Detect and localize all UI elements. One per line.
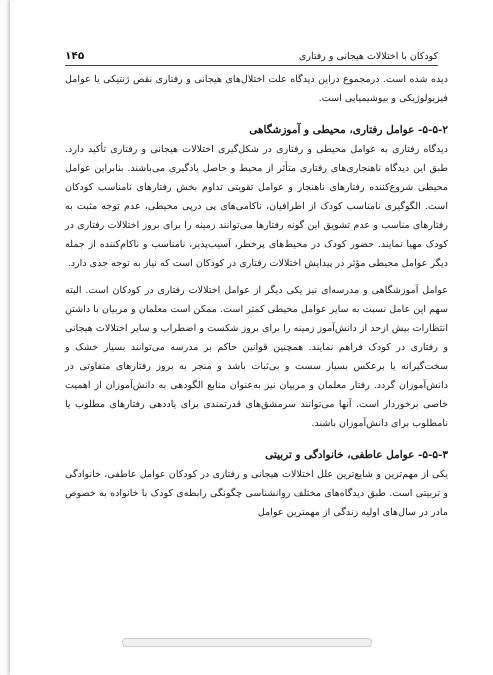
page-header [65,50,438,66]
intro-paragraph: دیده شده است. درمجموع دراین دیدگاه علت اختلال‌های هیجانی و رفتاری نقص ژنتیکی یا عوامل فیزیولوژیکی و بیوشیمیایی است. [65,74,448,104]
running-title: کودکان با اختلالات هیجانی و رفتاری [298,51,438,62]
page-number: ۱۴۵ [65,50,85,62]
behavioral-paragraph-2: عوامل آموزشگاهی و مدرسه‌ای نیز یکی دیگر از عوامل اختلالات رفتاری در کودکان است. البته سهم این عامل نسبت به سایر عوامل محیطی کمتر است. ممکن است معلمان و مربیان با داشتن انتظارات بیش ازحد از دانش‌آموز زمینه را برای بروز شکست و اضطراب و سایر اختلالات هیجانی و رفتاری در کودک فراهم نمایند. همچنین قوانین حاکم بر مدرسه می‌توانند بسیار خشک و سخت‌گیرانه یا برعکس بسیار سست و بی‌ثبات باشد و منجر به بروز رفتارهای متفاوتی در دانش‌آموزان گردد. رفتار معلمان و مربیان نیز به‌عنوان منابع الگودهی به دانش‌آموزان از اهمیت خاصی برخوردار است. آنها می‌توانند سرمشق‌های قدرتمندی برای یاددهی رفتارهای مطلوب یا نامطلوب برای دانش‌آموزان باشند. [65,285,448,429]
section-heading-emotional: ۵-۵-۳- عوامل عاطفی، خانوادگی و تربیتی [265,449,448,461]
horizontal-scrollbar[interactable] [122,638,372,647]
page-sheet [10,0,493,675]
page-content [65,70,448,522]
emotional-paragraph-1: یکی از مهم‌ترین و شایع‌ترین علل اختلالات هیجانی و رفتاری در کودکان عوامل عاطفی، خانوادگی و تربیتی است. طبق دیدگاه‌های مختلف روانشناسی چگونگی رابطه‌ی کودک با خانواده به خصوص مادر در سال‌های اولیه زندگی از مهمترین عوامل [65,469,448,518]
behavioral-paragraph-1: دیدگاه رفتاری به عوامل محیطی و رفتاری در شکل‌گیری اختلالات هیجانی و رفتاری تأکید دارد. طبق این دیدگاه ناهنجاری‌های رفتاری متأثر از محیط و حاصل یادگیری می‌باشند. بنابراین عوامل محیطی شروع‌کننده رفتارهای ناهنجار و عوامل تقویتی تداوم بخش رفتارهای نامناسب کودکان است. الگوگیری نامناسب کودک از اطرافیان، ناکامی‌های پی درپی محیطی، عدم توجه مثبت به رفتارهای مناسب و عدم تشویق این گونه رفتارها می‌توانند زمینه را برای بروز اختلالات رفتاری در کودک مهیا نمایند. حضور کودک در محیط‌های پرخطر، آسیب‌پذیر، نامناسب و ناکام‌کننده از جمله دیگر عوامل محیطی مؤثر در پیدایش اختلالات رفتاری در کودکان است که نیاز به توجه جدی دارد. [65,144,448,269]
section-heading-behavioral: ۵-۵-۲- عوامل رفتاری، محیطی و آموزشگاهی [249,124,448,136]
